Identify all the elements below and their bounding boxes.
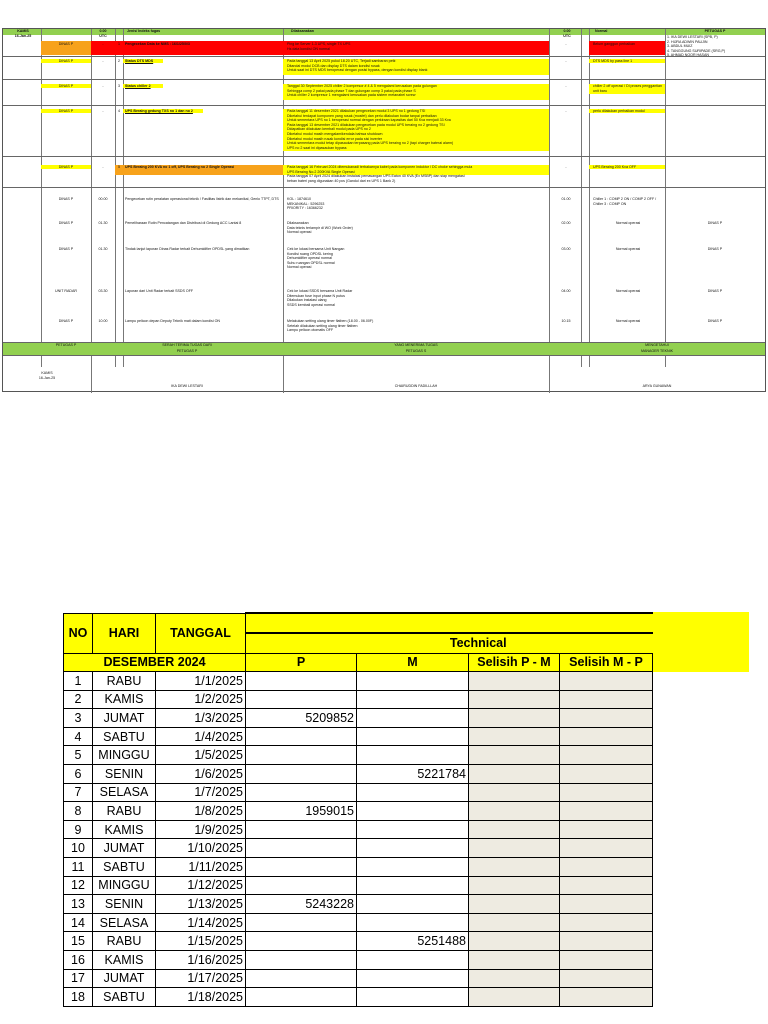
table-row [64,690,653,709]
col-time-a: 0.00 [99,29,107,33]
row-num: 4 [118,109,120,113]
action-line: Pada tanggal 13 desember 2021 dilakukan pengecekan pada modul UPS beraing no 2 gedung TSI [287,122,445,127]
row-tanggal-cell[interactable]: 1/10/2025 [156,839,246,858]
row-no-cell[interactable]: 6 [64,765,93,784]
row-selisih-mp-cell[interactable] [560,746,653,765]
row-unit: DINAS P [58,84,74,88]
row-selisih-pm-cell[interactable] [469,690,560,709]
table-row [64,988,653,1007]
row-action [287,289,547,307]
action-line: KOL : 1874610 [287,197,312,201]
row-tanggal-cell[interactable]: 1/3/2025 [156,709,246,728]
row-event: Laporan dari Unit Radar terkait SSDS OFF [125,289,194,293]
footer-petugas: PETUGAS P [55,343,77,347]
handover-log-sheet [2,28,766,392]
table-row [64,913,653,932]
sign-date: 16-Jan-25 [38,376,56,380]
row-selisih-mp-cell[interactable] [560,727,653,746]
row-hari-cell[interactable]: SELASA [93,783,156,802]
row-p-cell[interactable] [246,690,357,709]
row-hari-cell[interactable]: MINGGU [93,746,156,765]
row-p-cell[interactable] [246,858,357,877]
row-selisih-pm-cell[interactable] [469,672,560,691]
action-line: Untuk sementara modul tetap dipasaukan terpasang pada UPS beraing no 2 (tapi charger baterai alarm) [287,141,454,146]
row-hari-cell[interactable]: KAMIS [93,820,156,839]
action-line: Setelah dilakukan setting ulang timer flatben [287,323,358,328]
row-petugas: DINAS P [707,247,723,251]
table-row [64,932,653,951]
row-hari-cell[interactable]: MINGGU [93,876,156,895]
row-m-cell[interactable] [357,839,469,858]
footer-serah-sub: PETUGAS P [176,349,198,353]
row-unit: DINAS P [58,221,74,225]
row-p-cell[interactable]: 5243228 [246,895,357,914]
row-m-cell[interactable] [357,969,469,988]
col-time-b: 0.00 [563,29,571,33]
row-p-cell[interactable]: 1959015 [246,802,357,821]
petugas-item: 5. AHMAD NOOR HASAN [667,53,709,58]
table-row [64,709,653,728]
row-no-cell[interactable]: 16 [64,951,93,970]
row-selisih-mp-cell[interactable] [560,932,653,951]
row-tanggal-cell[interactable]: 1/5/2025 [156,746,246,765]
row-action [287,221,547,235]
row-action [287,109,547,150]
row-selisih-pm-cell[interactable] [469,969,560,988]
row-status: Normal operasi [615,319,641,323]
row-selisih-pm-cell[interactable] [469,932,560,951]
row-tanggal-cell[interactable]: 1/6/2025 [156,765,246,784]
row-time-b: - [565,165,567,169]
row-num: 3 [118,84,120,88]
row-selisih-pm-cell[interactable] [469,820,560,839]
footer-serah: SERAH TERIMA TUGAS DARI [162,343,212,347]
row-time: - [102,165,104,169]
row-tanggal-cell[interactable]: 1/14/2025 [156,913,246,932]
petugas-item: 3. ABDUL MUIZ [667,44,693,49]
row-m-cell[interactable] [357,746,469,765]
action-line: Tanggal 30 September 2025 chiller 2 kompresor # 4 & 5 mengalami kerusakan pada gulungan [287,84,437,88]
row-tanggal-cell[interactable]: 1/2/2025 [156,690,246,709]
row-time: 10.00 [98,319,108,323]
row-status: perlu dilakukan perbaikan modul [593,109,645,113]
table-row [64,727,653,746]
row-m-cell[interactable] [357,913,469,932]
footer-mengetahui-sub: MANAGER TEKNIK [640,349,674,353]
footer-menerima-sub: PETUGAS S [405,349,427,353]
row-num: 2 [118,59,120,63]
row-m-cell[interactable] [357,895,469,914]
row-m-cell[interactable] [357,727,469,746]
row-no-cell[interactable]: 18 [64,988,93,1007]
action-line: Untuk saat ini DTS MDS beroperasi dengan posisi bypass, dengan kondisi display blank [287,68,428,73]
row-selisih-pm-cell[interactable] [469,951,560,970]
row-time-b: - [565,109,567,113]
technical-top-rule [246,613,653,633]
row-p-cell[interactable]: 5209852 [246,709,357,728]
col-selisih-pm-header: Selisih P - M [469,653,560,672]
row-tanggal-cell[interactable]: 1/7/2025 [156,783,246,802]
row-selisih-mp-cell[interactable] [560,839,653,858]
row-time-b: - [565,84,567,88]
row-no-cell[interactable]: 9 [64,820,93,839]
action-line: Dilaksanakan [287,221,309,225]
row-time: - [102,84,104,88]
row-time-b: 04.00 [561,289,571,293]
month-label: DESEMBER 2024 [64,653,246,672]
row-tanggal-cell[interactable]: 1/8/2025 [156,802,246,821]
action-line: Untuk chiller 2 kompresor 1 mengalami kerusakan pada sistem metanabel screw [287,93,416,98]
petugas-item: 2. HIJRA ADWIN PAUJIN [667,39,708,44]
row-selisih-mp-cell[interactable] [560,820,653,839]
footer-mengetahui: MENGETAHUI [645,343,669,347]
row-hari-cell[interactable]: SABTU [93,988,156,1007]
row-status: Normal operasi [615,221,641,225]
row-p-cell[interactable] [246,765,357,784]
row-m-cell[interactable]: 5251488 [357,932,469,951]
row-status: DTS MDS by pass line 1 [593,59,633,63]
row-time: - [102,59,104,63]
row-no-cell[interactable]: 1 [64,672,93,691]
row-tanggal-cell[interactable]: 1/11/2025 [156,858,246,877]
table-row [64,876,653,895]
col-p-header: P [246,653,357,672]
col-selisih-mp-header: Selisih M - P [560,653,653,672]
signer-3: ARYA GUNAWAN [642,384,672,388]
action-line: Cek ke lokasi SSDS bersama Unit Radar [287,289,353,293]
row-hari-cell[interactable]: KAMIS [93,690,156,709]
row-selisih-pm-cell[interactable] [469,802,560,821]
row-no-cell[interactable]: 3 [64,709,93,728]
action-line: Normal operasi [287,265,312,270]
row-m-cell[interactable] [357,783,469,802]
row-selisih-pm-cell[interactable] [469,858,560,877]
action-line: Dilakukan instalasi ulang [287,298,327,303]
col-status: Normal [595,29,608,33]
row-time-b: 10.15 [561,319,571,323]
row-selisih-mp-cell[interactable] [560,876,653,895]
row-hari-cell[interactable]: RABU [93,802,156,821]
row-tanggal-cell[interactable]: 1/12/2025 [156,876,246,895]
row-event: UPS Beraing 200 KVA no 1 off, UPS Beraing no 2 Single Operasi [125,165,235,169]
row-petugas: DINAS P [707,319,723,323]
row-selisih-pm-cell[interactable] [469,746,560,765]
action-line: Ping ke Server 1-3 UPS, single TX UPS [287,42,351,46]
row-no-cell[interactable]: 10 [64,839,93,858]
row-selisih-mp-cell[interactable] [560,988,653,1007]
row-status: Belum ganggun perbaikan [593,42,635,46]
row-selisih-pm-cell[interactable] [469,727,560,746]
row-hari-cell[interactable]: JUMAT [93,709,156,728]
action-line: Diketahui modul masih mengalamikendala bahwa shutdown [287,131,383,136]
signer-2: CHAIRUDDIN FADILLLAH [394,384,438,388]
row-unit: DINAS P [58,197,74,201]
col-tanggal-header: TANGGAL [156,613,246,653]
row-p-cell[interactable] [246,783,357,802]
row-selisih-mp-cell[interactable] [560,951,653,970]
row-time: 01.30 [98,247,108,251]
row-hari-cell[interactable]: RABU [93,932,156,951]
row-selisih-pm-cell[interactable] [469,876,560,895]
action-line: Kondisi ruang OPDSL kering [287,251,333,256]
row-no-cell[interactable]: 2 [64,690,93,709]
row-m-cell[interactable] [357,876,469,895]
row-tanggal-cell[interactable]: 1/18/2025 [156,988,246,1007]
row-m-cell[interactable] [357,690,469,709]
table-row [64,820,653,839]
row-p-cell[interactable] [246,932,357,951]
row-p-cell[interactable] [246,969,357,988]
table-row [64,839,653,858]
row-selisih-mp-cell[interactable] [560,783,653,802]
table-row [64,802,653,821]
row-time: 03.30 [98,289,108,293]
row-hari-cell[interactable]: SENIN [93,895,156,914]
col-m-header: M [357,653,469,672]
row-tanggal-cell[interactable]: 1/1/2025 [156,672,246,691]
table-row [64,895,653,914]
row-hari-cell[interactable]: SABTU [93,727,156,746]
row-status: UPS Beraing 200 Kva OFF [593,165,637,169]
row-tanggal-cell[interactable]: 1/13/2025 [156,895,246,914]
action-line: Lampu pelicon otomatis OFF [287,328,334,333]
row-num: 1 [118,42,120,46]
row-p-cell[interactable] [246,672,357,691]
row-action [287,59,547,73]
action-line: Cek ke lokasi bersama Unit Nangan [287,247,345,251]
row-p-cell[interactable] [246,839,357,858]
row-selisih-mp-cell[interactable] [560,765,653,784]
row-selisih-pm-cell[interactable] [469,783,560,802]
table-row [64,783,653,802]
row-no-cell[interactable]: 15 [64,932,93,951]
action-line: Ditandai modul DCB dan display DTS dalam kondisi rusak [287,63,380,68]
petugas-item: 4. TANGGUNG SURIPADE (SRG,P) [667,48,726,53]
row-num: 5 [118,165,120,169]
row-unit: DINAS P [58,165,74,169]
row-hari-cell[interactable]: SELASA [93,913,156,932]
date-label: 16-Jan-25 [14,34,32,38]
row-selisih-mp-cell[interactable] [560,690,653,709]
row-unit: DINAS P [58,42,74,46]
action-line: beban bateri yang digunakan 40 pcs (Gandul dari ex UPS 1 Bank 2) [287,178,396,183]
row-tanggal-cell[interactable]: 1/15/2025 [156,932,246,951]
row-no-cell[interactable]: 17 [64,969,93,988]
row-p-cell[interactable] [246,951,357,970]
action-line: Melakukan setting ulang timer flatben (18.00 - 06.00F) [287,319,374,323]
row-time: - [102,109,104,113]
signer-1: IKA DEWI LESTARI [171,384,203,388]
row-p-cell[interactable] [246,820,357,839]
row-selisih-pm-cell[interactable] [469,839,560,858]
row-event: Pengecekan rutin peralatan operasional teknik / Fasilitas listrik dan mekanikal, Genlo TTPT, DTS [125,197,279,201]
row-tanggal-cell[interactable]: 1/9/2025 [156,820,246,839]
row-no-cell[interactable]: 7 [64,783,93,802]
action-line: SSDS kembali operasi normal [287,302,335,307]
row-unit: DINAS P [58,247,74,251]
row-m-cell[interactable] [357,858,469,877]
row-selisih-mp-cell[interactable] [560,913,653,932]
row-hari-cell[interactable]: RABU [93,672,156,691]
row-selisih-mp-cell[interactable] [560,969,653,988]
table-row [64,969,653,988]
col-hari-header: HARI [93,613,156,653]
row-hari-cell[interactable]: SABTU [93,858,156,877]
row-tanggal-cell[interactable]: 1/17/2025 [156,969,246,988]
row-unit: DINAS P [58,109,74,113]
row-no-cell[interactable]: 11 [64,858,93,877]
row-hari-cell[interactable]: JUMAT [93,839,156,858]
row-time: 01.30 [98,221,108,225]
petugas-list [667,35,765,58]
row-status: Normal operasi [615,247,641,251]
technical-grid [63,612,653,1007]
action-line: Untuk sementara UPS no 1 beroperasi normal dengan perkiraan kapasitas dari 50 Kva menjadi 33 Kva [287,118,451,123]
table-row [64,858,653,877]
row-p-cell[interactable] [246,746,357,765]
row-selisih-pm-cell[interactable] [469,709,560,728]
col-petugas: PETUGAS P [704,29,726,33]
row-tanggal-cell[interactable]: 1/4/2025 [156,727,246,746]
row-p-cell[interactable] [246,913,357,932]
row-action [287,42,547,51]
action-line: PRIORITY : 16366232 [287,206,323,211]
row-event: Lampu pelicon depan Deputy Teknik mati dalam kondisi ON [125,319,221,323]
action-line: MEKANIKAL : 5296253 [287,201,325,206]
row-unit: DINAS P [58,59,74,63]
row-unit: DINAS P [58,319,74,323]
col-event: Jenis/ Indeks fugas [127,29,161,33]
row-no-cell[interactable]: 14 [64,913,93,932]
col-utc-b: UTC [563,34,571,38]
row-status: chiller 2 off operasi / Di proses penggantian unit baru [593,84,663,93]
action-line: Diketahui terdapat komponen yang rusak (mosfet) dan perlu dilakukan bodar tanpai perbaikan [287,113,437,118]
action-line: Ditemukan fuse input phase N putus [287,293,345,298]
row-action [287,247,547,270]
row-selisih-pm-cell[interactable] [469,913,560,932]
row-selisih-pm-cell[interactable] [469,895,560,914]
row-selisih-mp-cell[interactable] [560,858,653,877]
row-event: Tindak lanjut laporan Dinas Radar terkait Dehumidifier OPDSL yang dimatikan [125,247,250,251]
action-line: UPS Beraing No.2 200KVA Single Operasi [287,169,355,174]
row-action [287,319,547,333]
table-row [64,765,653,784]
row-time-b: 02.00 [561,221,571,225]
row-selisih-mp-cell[interactable] [560,895,653,914]
row-no-cell[interactable]: 12 [64,876,93,895]
col-action: Dilaksanakan [291,29,314,33]
col-no-header: NO [64,613,93,653]
sign-day: KAMIS [41,371,53,375]
action-line: Sehingga comp 2 pakai pada phase T dan gulungan comp 3 pakai pada phase S [287,88,416,93]
row-status: Chiller 1 : COMP 2 ON / COMP 2 OFF / Chiller 3 : COMP ON [593,197,657,206]
row-event: Pemeliharaan Rutin Pencatangan dan Distribusi di Gedung ACC Lantai 8 [125,221,242,225]
table-row [64,672,653,691]
row-m-cell[interactable]: 5221784 [357,765,469,784]
row-event: Status DTS MDS [125,59,154,63]
row-event: Pengecekan Data ke NMS : 16/1/25/0/3 [125,42,190,46]
row-event: Status chiller 2 [125,84,151,88]
row-selisih-mp-cell[interactable] [560,802,653,821]
action-line: Suhu ruangan OPDSL normal [287,260,335,265]
row-selisih-pm-cell[interactable] [469,988,560,1007]
table-row [64,746,653,765]
row-action [287,197,547,211]
row-time-b: - [565,42,567,46]
row-m-cell[interactable] [357,802,469,821]
row-time: - [102,42,104,46]
action-line: Hs data kondisi ON normal [287,46,330,51]
petugas-item: 1. IKA DEWI LESTARI (SPB, P) [667,35,718,39]
action-line: Normal operasi [287,230,312,235]
row-time: 00.00 [98,197,108,201]
action-line: Pada tanggal 07 April 2024 dilakukan instalasi pemasangan UPS Eaton 40 KVA (Ex MSBP) dan siap mengatasi [287,174,465,179]
action-line: Data teknis terlampir di WO (Work Order) [287,225,353,230]
row-status: Normal operasi [615,289,641,293]
row-petugas: DINAS P [707,289,723,293]
footer-menerima: YANG MENERIMA TUGAS [394,343,438,347]
technical-group-label: Technical [246,633,653,653]
action-line: Diketahui modul masih rusak kondisi error pada sisi inverter [287,136,383,141]
action-line: Pada tanggal 13 April 2025 pukul 18.20 UTC, Terjadi sambaran petir. [287,59,397,63]
row-p-cell[interactable] [246,876,357,895]
row-petugas: DINAS P [707,221,723,225]
row-selisih-pm-cell[interactable] [469,765,560,784]
action-line: Pada tanggal 11 desember 2021 dilakukan pengecekan modul 3 UPS no 1 gedung TSI [287,109,426,113]
row-m-cell[interactable] [357,951,469,970]
row-hari-cell[interactable]: SENIN [93,765,156,784]
day-label: KAMIS [17,29,29,33]
action-line: Pada tanggal 16 Februari 2024 ditemukanadi terbakarnya kabel pada komponen induktor / DC choke sehingga mula [287,165,473,169]
row-tanggal-cell[interactable]: 1/16/2025 [156,951,246,970]
table-row [64,951,653,970]
row-p-cell[interactable] [246,988,357,1007]
action-line: Dehumidifier operasi normal [287,256,332,261]
row-time-b: - [565,59,567,63]
row-unit: UNIT RADAR [55,289,77,293]
row-p-cell[interactable] [246,727,357,746]
row-no-cell[interactable]: 8 [64,802,93,821]
row-selisih-mp-cell[interactable] [560,709,653,728]
row-no-cell[interactable]: 13 [64,895,93,914]
row-time-b: 03.00 [561,247,571,251]
col-utc-a: UTC [99,34,107,38]
row-selisih-mp-cell[interactable] [560,672,653,691]
row-m-cell[interactable] [357,820,469,839]
row-m-cell[interactable] [357,709,469,728]
row-no-cell[interactable]: 5 [64,746,93,765]
row-time-b: 01.00 [561,197,571,201]
row-hari-cell[interactable]: JUMAT [93,969,156,988]
row-no-cell[interactable]: 4 [64,727,93,746]
row-action [287,165,547,183]
row-m-cell[interactable] [357,988,469,1007]
row-event: UPS Beraing gedung TXS no 1 dan no 2 [125,109,193,113]
action-line: Didapatkan dilakukan kembali modul pada UPS no 2 [287,127,371,132]
row-hari-cell[interactable]: KAMIS [93,951,156,970]
action-line: UPS no 2 saat ini dipasaukan bypass [287,145,347,150]
row-action [287,84,547,98]
row-m-cell[interactable] [357,672,469,691]
